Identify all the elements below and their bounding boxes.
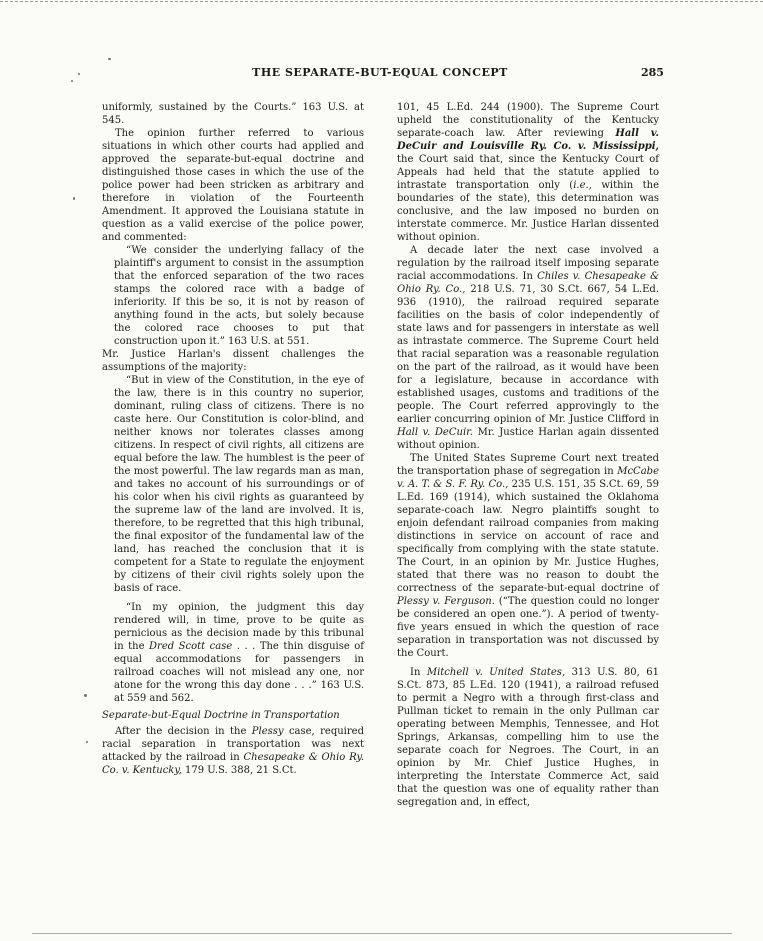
text-run: within the boundaries of the state), this determination was conclusive, and the law imposed no burden on interstate commerce. Mr. Justice Harlan dissented without opinion. — [397, 180, 660, 243]
text-run: “In my opinion, the judgment this day rendered will, in time, prove to be quite as pernicious as the decision made by this tribunal in the — [114, 602, 364, 652]
case-name: Plessy v. Ferguson. — [397, 596, 495, 607]
paragraph — [397, 452, 659, 660]
scan-speck — [73, 197, 75, 200]
scan-speck — [108, 58, 111, 60]
scan-speck — [71, 80, 73, 82]
case-name: McCabe v. A. T. & S. F. Ry. Co., — [397, 466, 659, 490]
text-run: A decade later the next case involved a regulation by the railroad itself imposing separate racial accommodations. In — [397, 245, 659, 282]
page-number: 285 — [641, 66, 664, 79]
scan-speck — [86, 741, 88, 743]
block-quote: “But in view of the Constitution, in the eye of the law, there is in this country no superior, dominant, ruling class of citizens. There is no caste here. Our Constitution is color-blind, and neither knows nor tolerates classes among citizens. In respect of civil rights, all citizens are equal before the law. The humblest is the peer of the most powerful. The law regards man as man, and takes no account of his surroundings or of his color when his civil rights as guaranteed by the supreme law of the land are involved. It is, therefore, to be regretted that this high tribunal, the final expositor of the fundamental law of the land, has reached the conclusion that it is competent for a State to regulate the enjoyment by citizens of their civil rights solely upon the basis of race. — [114, 375, 364, 594]
text-run: 218 U.S. 71, 30 S.Ct. 667, 54 L.Ed. 936 (1910), the railroad required separate facilities on the basis of color independently of state laws and for passengers in interstate as well as intrastate commerce. The Supreme Court held that racial separation was a reasonable regulation on the part of the railroad, as it would have been for a legislature, because in accordance with established usages, customs and traditions of the people. The Court referred approvingly to the earlier concurring opinion of Mr. Justice Clifford in — [397, 284, 660, 425]
text-run: (“The question could no longer be considered an open one.”). A period of twenty-five years ensued in which the question of race separation in transportation was not discussed by the Court. — [397, 596, 659, 659]
case-name: Dred Scott case — [149, 641, 233, 652]
paragraph — [397, 101, 659, 244]
paragraph — [397, 666, 659, 809]
page-bottom-edge — [32, 933, 732, 934]
scan-speck — [78, 73, 80, 75]
block-quote: “We consider the underlying fallacy of the plaintiff's argument to consist in the assumption that the enforced separation of the two races stamps the colored race with a badge of inferiority. If this be so, it is not by reason of anything found in the acts, but solely because the colored race chooses to put that construction upon it.” 163 U.S. at 551. — [114, 245, 364, 347]
paragraph: uniformly, sustained by the Courts.” 163 U.S. at 545. — [102, 102, 364, 126]
block-quote — [114, 601, 364, 705]
case-name: Chiles v. Chesapeake & Ohio Ry. Co., — [397, 271, 659, 295]
scan-speck — [84, 694, 87, 697]
paragraph: Mr. Justice Harlan's dissent challenges the assumptions of the majority: — [102, 349, 364, 373]
right-column — [397, 101, 659, 809]
section-subheading: Separate-but-Equal Doctrine in Transportation — [102, 710, 340, 721]
text-run: 101, 45 L.Ed. 244 (1900). The Supreme Court upheld the constitutionality of the Kentucky separate-coach law. After reviewing — [397, 102, 659, 139]
text-run: Mr. Justice Harlan again dissented without opinion. — [397, 427, 659, 451]
text-run: 235 U.S. 151, 35 S.Ct. 69, 59 L.Ed. 169 (1914), which sustained the Oklahoma separate-coach law. Negro plaintiffs sought to enjoin defendant railroad companies from making distinctions in service on account of race and specifically from complying with the state statute. The Court, in an opinion by Mr. Justice Hughes, stated that there was no reason to doubt the correctness of the separate-but-equal doctrine of — [397, 479, 660, 594]
text-run: . . . The thin disguise of equal accommodations for passengers in railroad coaches will not mislead any one, nor atone for the wrong this day done . . .” 163 U.S. at 559 and 562. — [114, 641, 364, 704]
text-run: 313 U.S. 80, 61 S.Ct. 873, 85 L.Ed. 120 (1941), a railroad refused to permit a Negro with a through first-class and Pullman ticket to remain in the only Pullman car operating between Memphis, Tennessee, and Hot Springs, Arkansas, compelling him to use the separate coach for Negroes. The Court, in an opinion by Mr. Chief Justice Hughes, in interpreting the Interstate Commerce Act, said that the question was one of equality rather than segregation and, in effect, — [397, 667, 659, 808]
paragraph — [397, 244, 659, 452]
paragraph — [102, 725, 364, 777]
paragraph: The opinion further referred to various situations in which other courts had applied and approved the separate-but-equal doctrine and distinguished those cases in which the use of the police power had been stricken as arbitrary and therefore in violation of the Fourteenth Amendment. It approved the Louisiana statute in question as a valid exercise of the police power, and commented: — [102, 128, 364, 243]
left-column — [102, 101, 364, 777]
page-top-edge — [0, 1, 763, 2]
abbreviation: i.e., — [573, 180, 592, 191]
text-run: the Court said that, since the Kentucky Court of Appeals had held that the statute applied to intrastate transportation only ( — [397, 154, 659, 191]
text-run: The United States Supreme Court next treated the transportation phase of segregation in — [397, 453, 659, 477]
text-run: 179 U.S. 388, 21 S.Ct. — [181, 765, 297, 776]
case-name: Hall v. DeCuir. — [397, 427, 473, 438]
text-run: case, required racial separation in transportation was next attacked by the railroad in — [102, 726, 364, 763]
case-name: Chesapeake & Ohio Ry. Co. v. Kentucky, — [102, 752, 365, 776]
case-name: Plessy — [251, 726, 284, 737]
case-name: Mitchell v. United States, — [426, 667, 566, 678]
text-run: In — [410, 667, 427, 678]
case-name: Hall v. DeCuir and Louisville Ry. Co. v. Mississippi, — [397, 128, 659, 152]
text-run: After the decision in the — [115, 726, 252, 737]
running-head: THE SEPARATE-BUT-EQUAL CONCEPT — [252, 66, 508, 79]
